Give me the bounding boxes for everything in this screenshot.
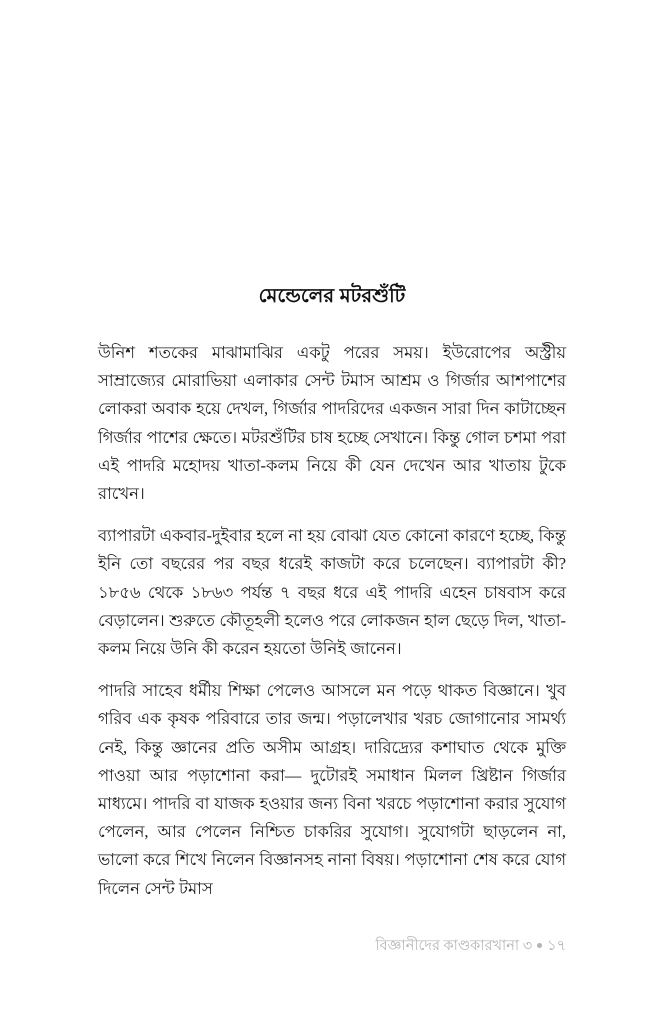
footer-book-title: বিজ্ঞানীদের কাণ্ডকারখানা: [375, 938, 520, 954]
page-title: মেন্ডেলের মটরশুঁটি: [258, 285, 406, 307]
text-column: [98, 283, 566, 903]
body-paragraph-2: ব্যাপারটা একবার-দুইবার হলে না হয় বোঝা যেত কোনো কারণে হচ্ছে, কিন্তু ইনি তো বছরের পর বছর ধরেই কাজটা করে চলেছেন। ব্যাপারটা কী? ১৮৫৬ থেকে ১৮৬৩ পর্যন্ত ৭ বছর ধরে এই পাদরি এহেন চাষবাস করে বেড়ালেন। শুরুতে কৌতূহলী হলেও পরে লোকজন হাল ছেড়ে দিল, খাতা-কলম নিয়ে উনি কী করেন হয়তো উনিই জানেন।: [98, 526, 566, 659]
bullet-separator-icon: [537, 943, 542, 948]
body-paragraph-1: উনিশ শতকের মাঝামাঝির একটু পরের সময়। ইউরোপের অস্ট্রীয় সাম্রাজ্যের মোরাভিয়া এলাকার সেন্ট টমাস আশ্রম ও গির্জার আশপাশের লোকরা অবাক হয়ে দেখল, গির্জার পাদরিদের একজন সারা দিন কাটাচ্ছেন গির্জার পাশের ক্ষেতে। মটরশুঁটির চাষ হচ্ছে সেখানে। কিন্তু গোল চশমা পরা এই পাদরি মহোদয় খাতা-কলম নিয়ে কী যেন দেখেন আর খাতায় টুকে রাখেন।: [98, 343, 566, 504]
body-paragraph-3: পাদরি সাহেব ধর্মীয় শিক্ষা পেলেও আসলে মন পড়ে থাকত বিজ্ঞানে। খুব গরিব এক কৃষক পরিবারে তার জন্ম। পড়ালেখার খরচ জোগানোর সামর্থ্য নেই, কিন্তু জ্ঞানের প্রতি অসীম আগ্রহ। দারিদ্র্যের কশাঘাত থেকে মুক্তি পাওয়া আর পড়াশোনা করা— দুটোরই সমাধান মিলল খ্রিষ্টান গির্জার মাধ্যমে। পাদরি বা যাজক হওয়ার জন্য বিনা খরচে পড়াশোনা করার সুযোগ পেলেন, আর পেলেন নিশ্চিত চাকরির সুযোগ। সুযোগটা ছাড়লেন না, ভালো করে শিখে নিলেন বিজ্ঞানসহ নানা বিষয়। পড়াশোনা শেষ করে যোগ দিলেন সেন্ট টমাস: [98, 681, 566, 898]
footer-volume-number: ৩: [522, 938, 533, 954]
page-footer: [98, 936, 566, 956]
footer-page-number: ১৭: [547, 938, 566, 954]
